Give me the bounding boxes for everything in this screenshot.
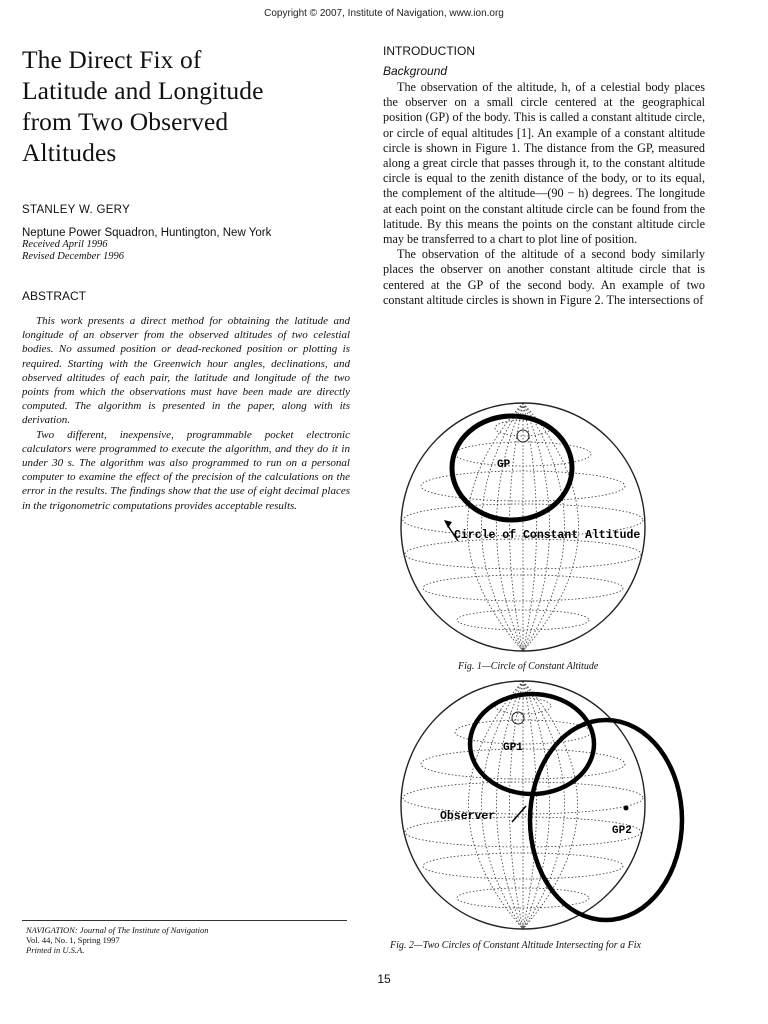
received-date: Received April 1996 [22, 239, 108, 250]
left-column [22, 44, 350, 513]
printed-in: Printed in U.S.A. [26, 945, 85, 955]
subsection-heading: Background [383, 64, 448, 78]
journal-volume: Vol. 44, No. 1, Spring 1997 [26, 935, 120, 945]
abstract-paragraph: Two different, inexpensive, programmable pocket electronic calculators were programmed to execute the algorithm, and they do it in under 30 s. The algorithm was also programmed to run on a personal computer to examine the effect of the precision of the calculations on the error in the results. The findings show that the use of eight decimal places in the trigonometric computations provides acceptable results. [22, 428, 350, 512]
circle-label: Circle of Constant Altitude [454, 529, 641, 542]
observer-label: Observer [440, 810, 496, 823]
journal-name: NAVIGATION: Journal of The Institute of Navigation [26, 925, 209, 935]
title-line: Latitude and Longitude [22, 76, 264, 105]
figure-2-globe [400, 676, 720, 938]
figure-1-globe [390, 398, 730, 660]
abstract-paragraph: This work presents a direct method for obtaining the latitude and longitude of an observer from the observed altitudes of two celestial bodies. No assumed position or dead-reckoned position or plotting is required. Starting with the Greenwich hour angles, declinations, and observed altitudes of each pair, the latitude and longitude of the two points from which the observations must have been made are directly computed. The algorithm is presented in the paper, along with its derivation. [22, 315, 350, 427]
footer-rule [22, 920, 347, 921]
body-text [383, 80, 705, 386]
body-paragraph: The observation of the altitude of a second body similarly places the observer on another constant altitude circle that is centered at the GP of the second body. An example of two constant altitude circles is shown in Figure 2. The intersections of [383, 247, 705, 307]
gp2-label: GP2 [612, 825, 632, 837]
title-line: The Direct Fix of [22, 45, 202, 74]
page-number: 15 [377, 972, 391, 986]
author-affiliation: Neptune Power Squadron, Huntington, New York [22, 227, 272, 239]
title-line: Altitudes [22, 138, 117, 167]
title-line: from Two Observed [22, 107, 229, 136]
abstract-body [22, 314, 350, 513]
journal-footer [26, 925, 208, 955]
gp-label: GP [497, 459, 511, 471]
abstract-heading: ABSTRACT [22, 289, 87, 303]
gp1-label: GP1 [503, 742, 523, 754]
figure-1-caption: Fig. 1—Circle of Constant Altitude [458, 661, 599, 672]
revised-date: Revised December 1996 [22, 251, 125, 262]
author-name: STANLEY W. GERY [22, 204, 131, 216]
right-column [383, 44, 705, 386]
section-heading: INTRODUCTION [383, 44, 475, 58]
paper-title [22, 44, 350, 168]
figure-2-caption: Fig. 2—Two Circles of Constant Altitude Intersecting for a Fix [390, 940, 641, 951]
body-paragraph: The observation of the altitude, h, of a celestial body places the observer on a small circle centered at the geographical position (GP) of the body. This is called a constant altitude circle, or circle of equal altitudes [1]. An example of a constant altitude circle is shown in Figure 1. The distance from the GP, measured along a great circle that passes through it, to the constant altitude circle is equal to the zenith distance of the body, or to its equal, the complement of the altitude—(90 − h) degrees. The longitude at each point on the constant altitude circle can be found from the latitude. By this means the points on the constant altitude circle may be transferred to a chart to plot line of position. [383, 80, 705, 247]
copyright-notice: Copyright © 2007, Institute of Navigation, www.ion.org [264, 8, 504, 19]
